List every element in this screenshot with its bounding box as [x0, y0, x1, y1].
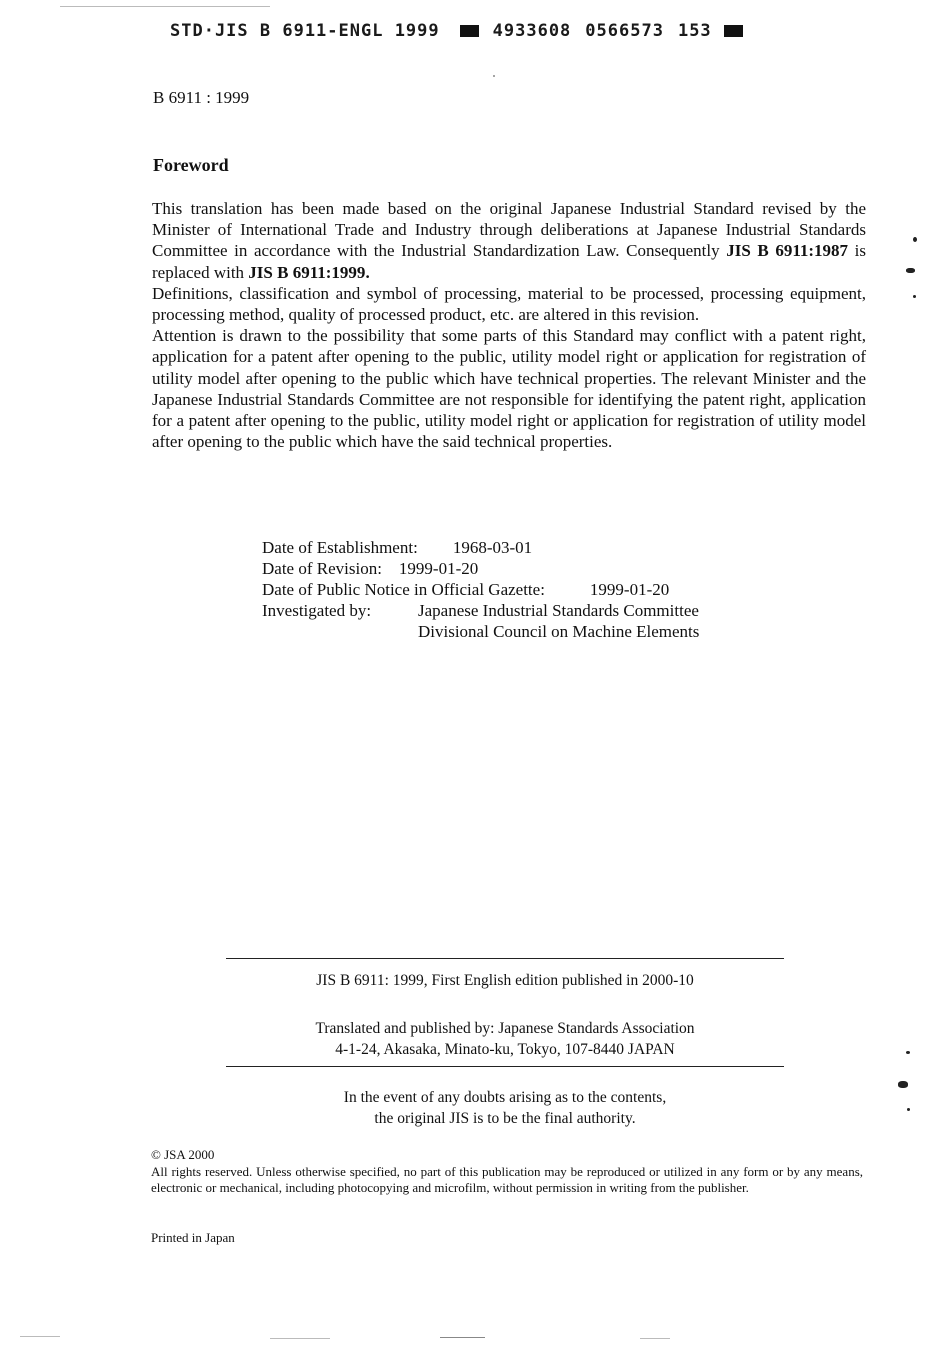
- authority-line-2: the original JIS is to be the final authority.: [374, 1109, 636, 1127]
- foreword-heading: Foreword: [153, 155, 229, 175]
- stamp-standard-id: STD·JIS B 6911-ENGL 1999: [170, 21, 440, 41]
- foreword-body: [152, 198, 866, 452]
- document-number: B 6911 : 1999: [153, 88, 250, 107]
- publisher-block: [226, 1019, 784, 1060]
- revision-row: Date of Revision: 1999-01-20: [262, 559, 479, 578]
- foreword-paragraph-2: Definitions, classification and symbol of processing, material to be processed, processing equipment, processing method, quality of processed product, etc. are altered in this revision.: [152, 283, 866, 325]
- public-notice-date: 1999-01-20: [589, 580, 670, 599]
- scan-speck: [913, 295, 916, 298]
- public-notice-row: Date of Public Notice in Official Gazette: 1999-01-20: [262, 580, 670, 599]
- rights-statement: All rights reserved. Unless otherwise specified, no part of this publication may be reproduced or utilized in any form or by any means, electronic or mechanical, including photocopying and microfilm, without permission in writing from the publisher.: [151, 1163, 863, 1195]
- scan-speck: [493, 75, 495, 77]
- copyright-line: © JSA 2000: [151, 1147, 215, 1162]
- stamp-bar-end: [724, 25, 743, 37]
- scan-edge-line: [640, 1338, 670, 1339]
- authority-line-1: In the event of any doubts arising as to the contents,: [343, 1089, 667, 1106]
- authority-notice: [226, 1088, 784, 1129]
- scan-edge-line: [440, 1337, 485, 1338]
- establishment-row: Date of Establishment: 1968-03-01: [262, 538, 533, 557]
- publisher-line-1: Translated and published by: Japanese Standards Association: [315, 1020, 695, 1037]
- investigating-body: Japanese Industrial Standards Committee: [418, 601, 699, 620]
- date-info: [262, 537, 699, 642]
- publisher-address: 4-1-24, Akasaka, Minato-ku, Tokyo, 107-8440 JAPAN: [335, 1040, 675, 1058]
- investigating-council: Divisional Council on Machine Elements: [418, 622, 700, 641]
- copyright-block: [151, 1147, 863, 1197]
- scan-edge-line: [270, 1338, 330, 1339]
- old-standard-ref: JIS B 6911:1987: [726, 241, 849, 261]
- scan-speck: [907, 1108, 910, 1111]
- scan-speck: [898, 1081, 908, 1088]
- divider-bottom: [226, 1066, 784, 1067]
- printed-in: Printed in Japan: [151, 1230, 235, 1245]
- scan-edge-line: [20, 1336, 60, 1337]
- stamp-bar: [460, 25, 479, 37]
- scan-speck: [906, 1051, 910, 1054]
- establishment-date: 1968-03-01: [452, 538, 533, 557]
- edition-line: JIS B 6911: 1999, First English edition published in 2000-10: [316, 972, 694, 989]
- scan-speck: [906, 268, 915, 273]
- stamp-code-1: 4933608: [492, 21, 572, 41]
- new-standard-ref: JIS B 6911:1999: [248, 262, 366, 282]
- header-stamp: [170, 21, 743, 41]
- foreword-paragraph-3: Attention is drawn to the possibility that some parts of this Standard may conflict with a patent right, application for a patent after opening to the public, utility model right or application for registration of utility model after opening to the public which have technical properties. The relevant Minister and the Japanese Industrial Standards Committee are not responsible for identifying the patent right, application for a patent after opening to the public, utility model right or application for registration of utility model after opening to the public which have the said technical properties.: [152, 326, 866, 452]
- divider-top: [226, 958, 784, 959]
- revision-date: 1999-01-20: [398, 559, 479, 578]
- stamp-code-2: 0566573: [585, 21, 664, 41]
- stamp-code-3: 153: [677, 21, 712, 41]
- investigated-row-2: [262, 621, 699, 642]
- scan-speck: [913, 237, 917, 242]
- foreword-paragraph-1: This translation has been made based on the original Japanese Industrial Standard revised by the Minister of International Trade and Industry through deliberations at Japanese Industrial Standards Committee in accordance with the Industrial Standardization Law. Consequently JIS B 6911:1987 is replaced with JIS B 6911:1999.: [152, 199, 866, 282]
- scan-edge-line: [60, 6, 270, 7]
- investigated-row: Investigated by: Japanese Industrial Standards Committee: [262, 601, 699, 620]
